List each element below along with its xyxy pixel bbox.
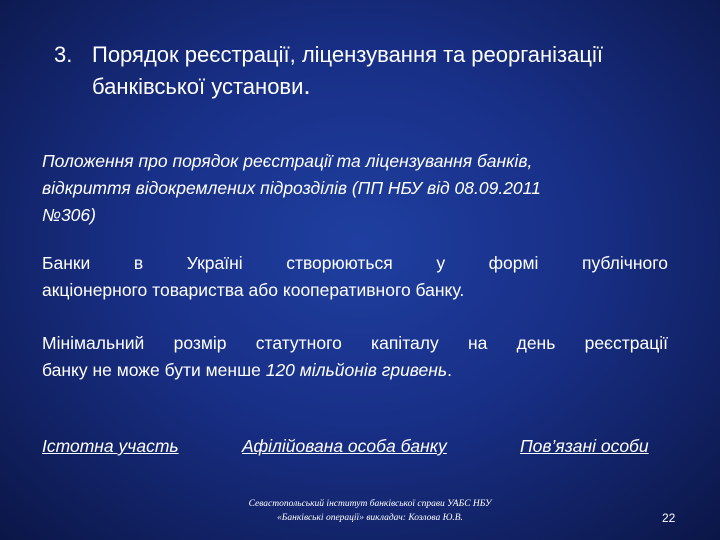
slide-footer (220, 497, 520, 525)
title-period: . (303, 70, 311, 100)
title-line-2 (54, 70, 704, 102)
title-text-line-2: банківської установи (92, 74, 304, 99)
banks-form-paragraph (42, 250, 668, 304)
regulation-line-3: №306) (42, 205, 96, 225)
min-capital-end: . (447, 360, 453, 380)
slide-title (54, 40, 704, 102)
title-number: 3. (54, 42, 73, 67)
page-number: 22 (662, 511, 676, 525)
title-text-line-1: Порядок реєстрації, ліцензування та реорганізації (92, 42, 603, 67)
min-capital-line-2 (42, 357, 668, 384)
regulation-line-1: Положення про порядок реєстрації та ліцензування банків, (42, 151, 533, 171)
banks-form-line-2: акціонерного товариства або кооперативного банку. (42, 280, 465, 300)
link-affiliated-person[interactable]: Афілійована особа банку (242, 436, 447, 456)
regulation-line-2: відкриття відокремлених підрозділів (ПП НБУ від 08.09.2011 (42, 178, 541, 198)
banks-form-line-1: Банки в Україні створюються у формі публічного (42, 253, 668, 273)
title-line-1 (54, 40, 704, 70)
link-related-persons[interactable]: Пов’язані особи (520, 436, 649, 456)
footer-course: «Банківські операції» викладач: Козлова Ю.В. (277, 513, 463, 523)
min-capital-line-1: Мінімальний розмір статутного капіталу на день реєстрації (42, 333, 668, 353)
regulation-reference (42, 148, 668, 229)
min-capital-paragraph (42, 330, 668, 384)
min-capital-prefix: банку не може бути менше (42, 360, 266, 380)
footer-institute: Севастопольський інститут банківської справи УАБС НБУ (248, 499, 492, 509)
min-capital-amount: 120 мільйонів гривень (265, 360, 448, 380)
link-significant-share[interactable]: Істотна участь (42, 436, 179, 456)
